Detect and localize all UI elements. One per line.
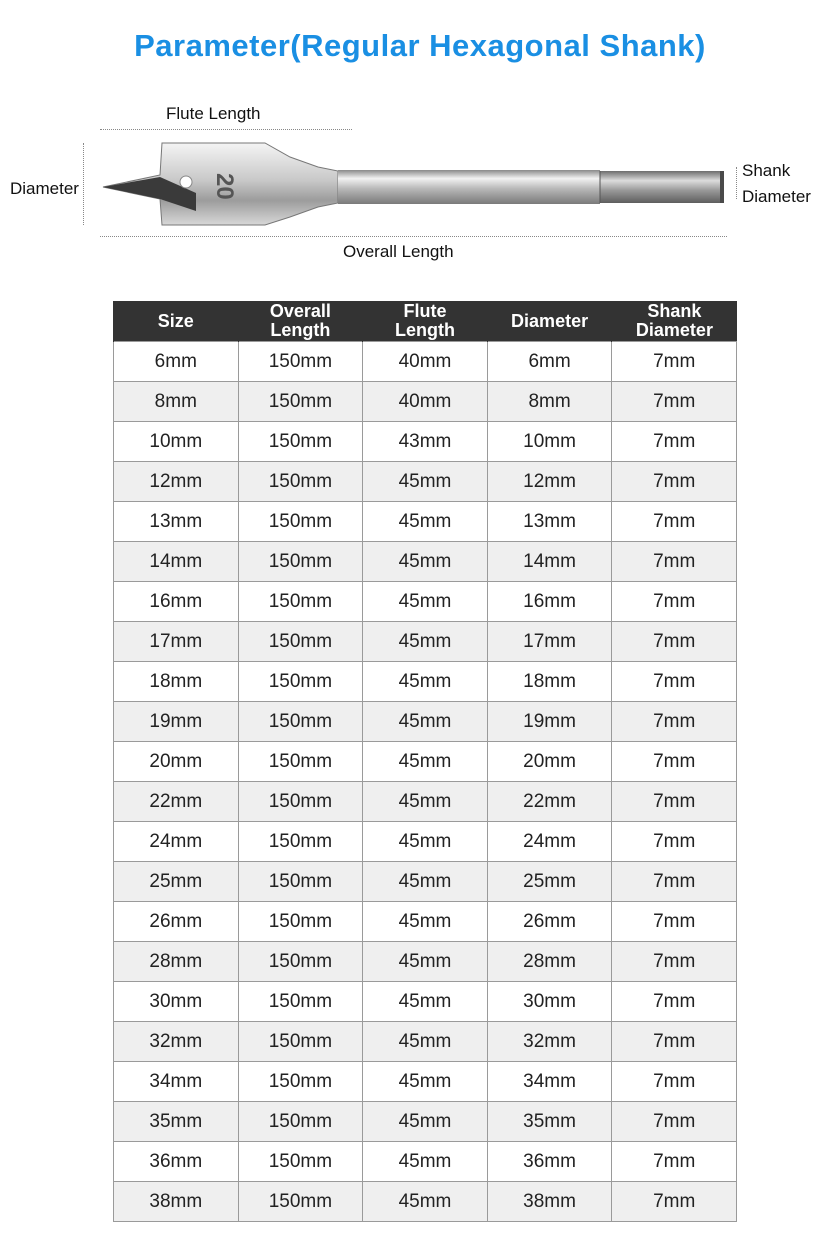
cell-shank-diameter: 7mm	[612, 542, 737, 582]
cell-shank-diameter: 7mm	[612, 1102, 737, 1142]
cell-flute-length: 45mm	[363, 542, 488, 582]
header-size: Size	[114, 301, 239, 342]
cell-size: 8mm	[114, 382, 239, 422]
cell-diameter: 17mm	[487, 622, 612, 662]
table-row	[114, 342, 737, 382]
cell-size: 38mm	[114, 1182, 239, 1222]
cell-overall-length: 150mm	[238, 662, 363, 702]
cell-flute-length: 45mm	[363, 1142, 488, 1182]
cell-overall-length: 150mm	[238, 622, 363, 662]
shank-diameter-label-line2: Diameter	[742, 187, 811, 206]
shank-diameter-label-line1: Shank	[742, 161, 791, 180]
cell-overall-length: 150mm	[238, 1102, 363, 1142]
table-row	[114, 1182, 737, 1222]
cell-size: 22mm	[114, 782, 239, 822]
cell-overall-length: 150mm	[238, 822, 363, 862]
cell-shank-diameter: 7mm	[612, 422, 737, 462]
cell-size: 17mm	[114, 622, 239, 662]
cell-size: 18mm	[114, 662, 239, 702]
cell-shank-diameter: 7mm	[612, 1062, 737, 1102]
header-flute-length: Flute Length	[363, 301, 488, 342]
cell-diameter: 16mm	[487, 582, 612, 622]
table-row	[114, 1142, 737, 1182]
bit-size-marking: 20	[211, 173, 238, 200]
cell-overall-length: 150mm	[238, 342, 363, 382]
cell-size: 10mm	[114, 422, 239, 462]
cell-shank-diameter: 7mm	[612, 782, 737, 822]
header-overall-length: Overall Length	[238, 301, 363, 342]
cell-flute-length: 45mm	[363, 662, 488, 702]
cell-flute-length: 43mm	[363, 422, 488, 462]
cell-shank-diameter: 7mm	[612, 382, 737, 422]
cell-size: 16mm	[114, 582, 239, 622]
cell-size: 19mm	[114, 702, 239, 742]
cell-shank-diameter: 7mm	[612, 982, 737, 1022]
table-row	[114, 1022, 737, 1062]
cell-shank-diameter: 7mm	[612, 742, 737, 782]
cell-overall-length: 150mm	[238, 382, 363, 422]
cell-shank-diameter: 7mm	[612, 662, 737, 702]
cell-size: 34mm	[114, 1062, 239, 1102]
cell-flute-length: 40mm	[363, 382, 488, 422]
table-row	[114, 622, 737, 662]
cell-shank-diameter: 7mm	[612, 462, 737, 502]
parameter-table	[113, 301, 737, 1222]
cell-flute-length: 45mm	[363, 1182, 488, 1222]
cell-flute-length: 45mm	[363, 742, 488, 782]
cell-flute-length: 45mm	[363, 582, 488, 622]
overall-length-label: Overall Length	[343, 242, 454, 261]
cell-size: 30mm	[114, 982, 239, 1022]
cell-overall-length: 150mm	[238, 1062, 363, 1102]
cell-flute-length: 45mm	[363, 1022, 488, 1062]
cell-shank-diameter: 7mm	[612, 1022, 737, 1062]
cell-overall-length: 150mm	[238, 422, 363, 462]
cell-size: 26mm	[114, 902, 239, 942]
shank-diameter-line	[736, 167, 737, 199]
table-row	[114, 662, 737, 702]
table-row	[114, 862, 737, 902]
cell-size: 20mm	[114, 742, 239, 782]
table-row	[114, 902, 737, 942]
cell-overall-length: 150mm	[238, 862, 363, 902]
cell-size: 13mm	[114, 502, 239, 542]
cell-overall-length: 150mm	[238, 942, 363, 982]
cell-diameter: 13mm	[487, 502, 612, 542]
cell-flute-length: 45mm	[363, 862, 488, 902]
cell-flute-length: 45mm	[363, 702, 488, 742]
cell-flute-length: 45mm	[363, 622, 488, 662]
cell-size: 35mm	[114, 1102, 239, 1142]
bit-hole	[180, 176, 192, 188]
cell-diameter: 30mm	[487, 982, 612, 1022]
cell-overall-length: 150mm	[238, 542, 363, 582]
cell-shank-diameter: 7mm	[612, 702, 737, 742]
diameter-label: Diameter	[10, 179, 79, 198]
cell-shank-diameter: 7mm	[612, 1182, 737, 1222]
cell-shank-diameter: 7mm	[612, 582, 737, 622]
cell-size: 14mm	[114, 542, 239, 582]
cell-shank-diameter: 7mm	[612, 1142, 737, 1182]
table-row	[114, 702, 737, 742]
cell-size: 28mm	[114, 942, 239, 982]
cell-diameter: 6mm	[487, 342, 612, 382]
cell-diameter: 34mm	[487, 1062, 612, 1102]
table-row	[114, 782, 737, 822]
cell-diameter: 19mm	[487, 702, 612, 742]
cell-diameter: 24mm	[487, 822, 612, 862]
cell-flute-length: 45mm	[363, 902, 488, 942]
cell-overall-length: 150mm	[238, 502, 363, 542]
cell-size: 12mm	[114, 462, 239, 502]
cell-overall-length: 150mm	[238, 1022, 363, 1062]
cell-size: 25mm	[114, 862, 239, 902]
cell-shank-diameter: 7mm	[612, 902, 737, 942]
cell-diameter: 35mm	[487, 1102, 612, 1142]
cell-diameter: 12mm	[487, 462, 612, 502]
cell-overall-length: 150mm	[238, 782, 363, 822]
cell-overall-length: 150mm	[238, 1182, 363, 1222]
table-row	[114, 582, 737, 622]
cell-flute-length: 45mm	[363, 782, 488, 822]
cell-size: 24mm	[114, 822, 239, 862]
cell-diameter: 26mm	[487, 902, 612, 942]
cell-shank-diameter: 7mm	[612, 822, 737, 862]
cell-overall-length: 150mm	[238, 1142, 363, 1182]
table-row	[114, 982, 737, 1022]
cell-overall-length: 150mm	[238, 582, 363, 622]
cell-diameter: 36mm	[487, 1142, 612, 1182]
cell-overall-length: 150mm	[238, 982, 363, 1022]
table-row	[114, 742, 737, 782]
cell-flute-length: 45mm	[363, 1102, 488, 1142]
table-row	[114, 502, 737, 542]
header-shank-diameter: Shank Diameter	[612, 301, 737, 342]
cell-overall-length: 150mm	[238, 462, 363, 502]
table-row	[114, 1062, 737, 1102]
cell-size: 6mm	[114, 342, 239, 382]
cell-flute-length: 45mm	[363, 942, 488, 982]
cell-overall-length: 150mm	[238, 702, 363, 742]
cell-diameter: 32mm	[487, 1022, 612, 1062]
cell-shank-diameter: 7mm	[612, 342, 737, 382]
cell-flute-length: 45mm	[363, 822, 488, 862]
table-row	[114, 542, 737, 582]
table-row	[114, 462, 737, 502]
cell-diameter: 10mm	[487, 422, 612, 462]
table-header-row	[114, 301, 737, 342]
cell-shank-diameter: 7mm	[612, 862, 737, 902]
spade-bit-diagram	[0, 95, 840, 275]
cell-shank-diameter: 7mm	[612, 622, 737, 662]
cell-shank-diameter: 7mm	[612, 942, 737, 982]
cell-overall-length: 150mm	[238, 902, 363, 942]
cell-size: 36mm	[114, 1142, 239, 1182]
cell-diameter: 20mm	[487, 742, 612, 782]
cell-diameter: 28mm	[487, 942, 612, 982]
cell-flute-length: 45mm	[363, 462, 488, 502]
cell-shank-diameter: 7mm	[612, 502, 737, 542]
table-row	[114, 822, 737, 862]
cell-diameter: 18mm	[487, 662, 612, 702]
bit-round-shank	[338, 170, 600, 204]
cell-diameter: 8mm	[487, 382, 612, 422]
overall-length-line	[100, 236, 727, 237]
table-row	[114, 942, 737, 982]
cell-diameter: 22mm	[487, 782, 612, 822]
bit-hex-shank	[600, 171, 724, 203]
cell-overall-length: 150mm	[238, 742, 363, 782]
cell-diameter: 38mm	[487, 1182, 612, 1222]
cell-flute-length: 45mm	[363, 1062, 488, 1102]
cell-diameter: 14mm	[487, 542, 612, 582]
cell-flute-length: 45mm	[363, 982, 488, 1022]
header-diameter: Diameter	[487, 301, 612, 342]
table-row	[114, 382, 737, 422]
table-row	[114, 422, 737, 462]
cell-flute-length: 40mm	[363, 342, 488, 382]
page-title: Parameter(Regular Hexagonal Shank)	[134, 28, 706, 63]
table-row	[114, 1102, 737, 1142]
cell-flute-length: 45mm	[363, 502, 488, 542]
flute-length-label: Flute Length	[166, 104, 261, 123]
cell-size: 32mm	[114, 1022, 239, 1062]
cell-diameter: 25mm	[487, 862, 612, 902]
